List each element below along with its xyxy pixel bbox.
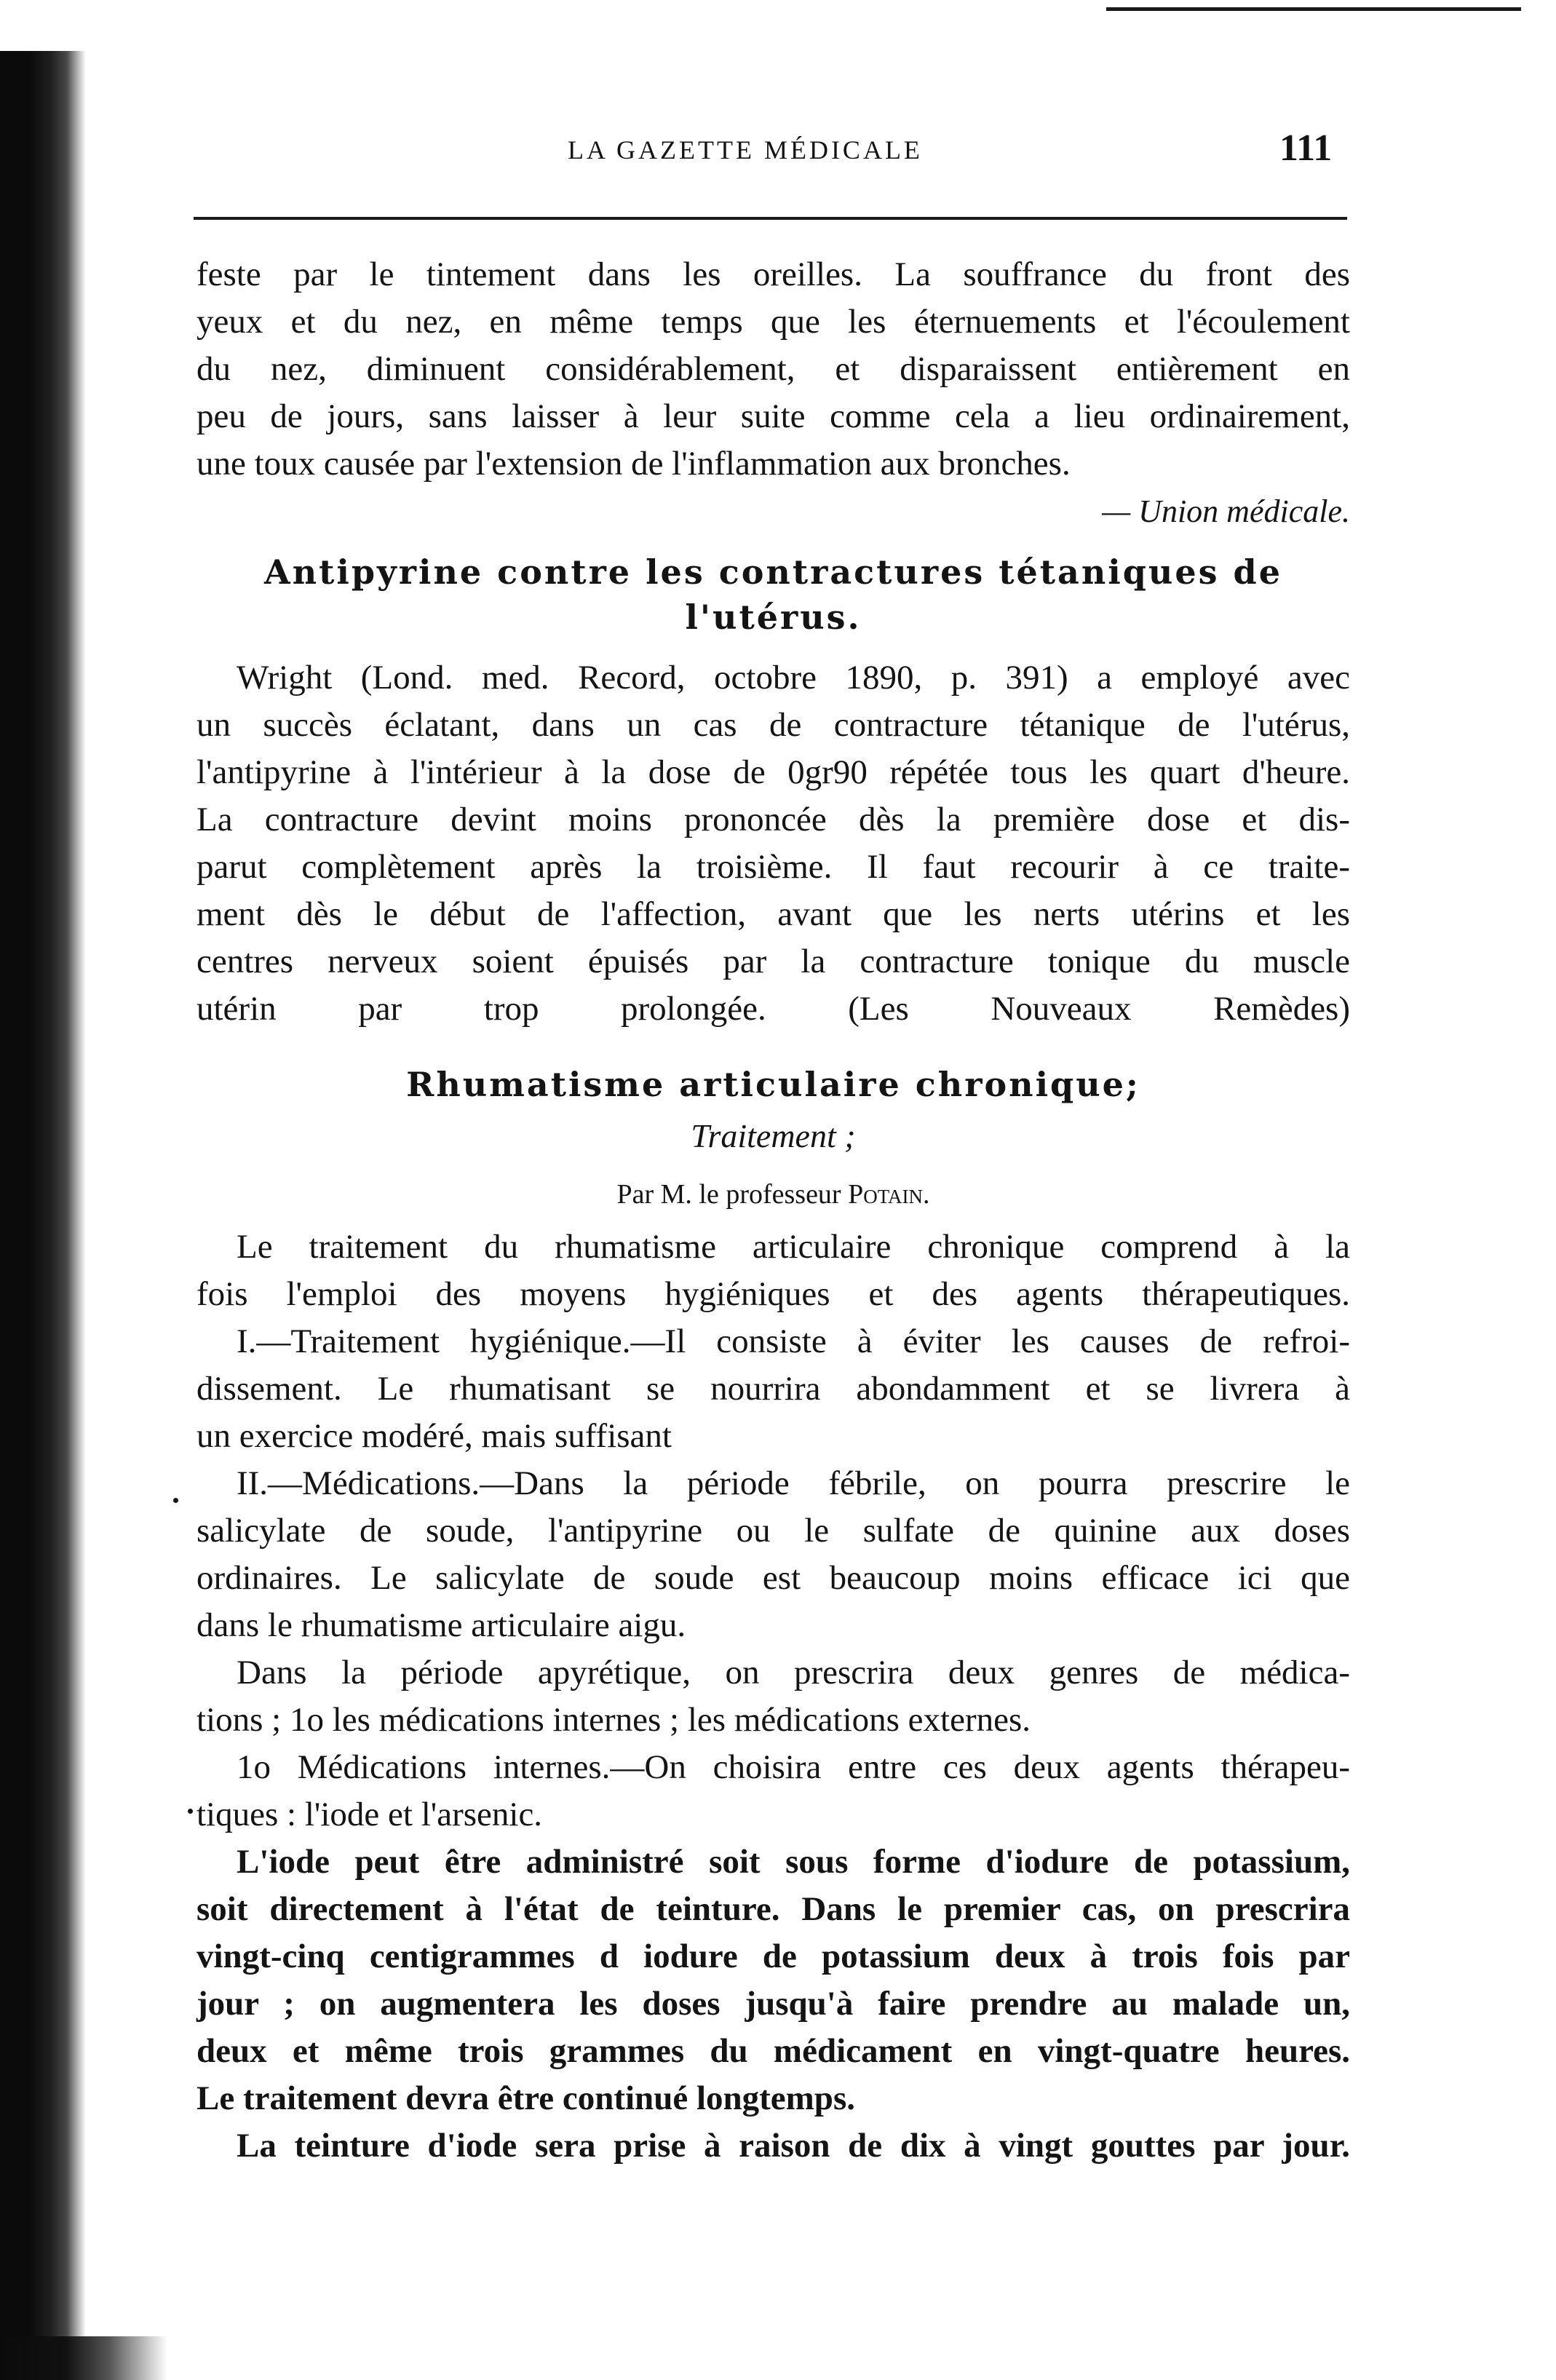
section-title: Antipyrine contre les contractures tétaniques de <box>264 552 1282 592</box>
page-body <box>197 251 1350 2170</box>
section-subtitle: Traitement ; <box>691 1117 856 1154</box>
page-number: 111 <box>1279 127 1333 169</box>
spacer <box>197 1033 1350 1062</box>
spacer <box>197 535 1350 550</box>
intro-line: une toux causée par l'extension de l'inflammation aux bronches. <box>197 445 1071 483</box>
margin-dot <box>173 1498 178 1503</box>
scan-edge-line <box>1106 7 1521 11</box>
body-line: ment dès le début de l'affection, avant que les nerts utérins et les <box>197 895 1350 933</box>
body-line: dans le rhumatisme articulaire aigu. <box>197 1606 686 1644</box>
intro-paragraph <box>197 251 1350 535</box>
author-prefix: Par M. le professeur <box>616 1179 841 1210</box>
body-line: deux et même trois grammes du médicament en vingt-quatre heures. <box>197 2032 1350 2070</box>
body-line: L'iode peut être administré soit sous forme d'iodure de potassium, <box>237 1843 1350 1881</box>
spacer <box>197 640 1350 654</box>
margin-dot <box>188 1809 193 1814</box>
section-rhumatisme <box>197 1062 1350 2170</box>
author-line <box>197 1165 1350 1223</box>
intro-source: — Union médicale. <box>1102 493 1350 529</box>
running-title: LA GAZETTE MÉDICALE <box>568 135 923 164</box>
author-name: Potain. <box>848 1179 930 1210</box>
section-antipyrine <box>197 550 1350 1033</box>
body-line: parut complètement après la troisième. Il faut recourir à ce traite- <box>197 848 1350 886</box>
scan-spine-shadow <box>0 51 86 2380</box>
body-line: La teinture d'iode sera prise à raison de dix à vingt gouttes par jour. <box>237 2127 1350 2165</box>
body-line: un succès éclatant, dans un cas de contracture tétanique de l'utérus, <box>197 706 1350 744</box>
scan-spine-shadow-bottom <box>0 2336 167 2380</box>
body-line: vingt-cinq centigrammes d iodure de potassium deux à trois fois par <box>197 1937 1350 1975</box>
header-rule <box>194 217 1347 220</box>
body-line: fois l'emploi des moyens hygiéniques et des agents thérapeutiques. <box>197 1275 1350 1313</box>
body-line: jour ; on augmentera les doses jusqu'à faire prendre au malade un, <box>197 1985 1350 2023</box>
body-line: soit directement à l'état de teinture. Dans le premier cas, on prescrira <box>197 1890 1350 1928</box>
iode-paragraph <box>197 1838 1350 2170</box>
body-line: l'antipyrine à l'intérieur à la dose de 0gr90 répétée tous les quart d'heure. <box>197 753 1350 791</box>
body-line: Wright (Lond. med. Record, octobre 1890, p. 391) a employé avec <box>237 659 1350 697</box>
body-line: Dans la période apyrétique, on prescrira deux genres de médica- <box>237 1654 1350 1691</box>
intro-line: peu de jours, sans laisser à leur suite comme cela a lieu ordinairement, <box>197 397 1350 435</box>
body-line: tions ; 1o les médications internes ; les médications externes. <box>197 1701 1031 1739</box>
body-line: Le traitement devra être continué longtemps. <box>197 2079 855 2117</box>
body-line: II.—Médications.—Dans la période fébrile, on pourra prescrire le <box>237 1464 1350 1502</box>
intro-line: feste par le tintement dans les oreilles. La souffrance du front des <box>197 255 1350 293</box>
body-line: La contracture devint moins prononcée dès la première dose et dis- <box>197 801 1350 838</box>
body-line: 1o Médications internes.—On choisira entre ces deux agents thérapeu- <box>237 1748 1350 1786</box>
intro-line: du nez, diminuent considérablement, et disparaissent entièrement en <box>197 350 1350 388</box>
body-line: utérin par trop prolongée. (Les Nouveaux Remèdes) <box>197 990 1350 1028</box>
body-line: tiques : l'iode et l'arsenic. <box>197 1796 543 1833</box>
intro-line: yeux et du nez, en même temps que les éternuements et l'écoulement <box>197 303 1350 341</box>
body-line: ordinaires. Le salicylate de soude est beaucoup moins efficace ici que <box>197 1559 1350 1597</box>
section-title-continued: l'utérus. <box>685 598 862 637</box>
body-line: I.—Traitement hygiénique.—Il consiste à éviter les causes de refroi- <box>237 1322 1350 1360</box>
body-line: centres nerveux soient épuisés par la contracture tonique du muscle <box>197 943 1350 980</box>
body-line: salicylate de soude, l'antipyrine ou le sulfate de quinine aux doses <box>197 1512 1350 1550</box>
body-line: un exercice modéré, mais suffisant <box>197 1417 672 1455</box>
body-line: dissement. Le rhumatisant se nourrira abondamment et se livrera à <box>197 1370 1350 1408</box>
section-title: Rhumatisme articulaire chronique; <box>406 1065 1140 1104</box>
body-line: Le traitement du rhumatisme articulaire chronique comprend à la <box>237 1228 1350 1266</box>
